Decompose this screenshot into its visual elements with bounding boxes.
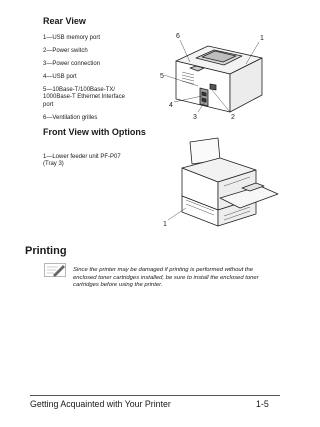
footer-divider bbox=[30, 395, 280, 396]
printing-heading: Printing bbox=[25, 245, 67, 257]
legend-item-1: 1—USB memory port bbox=[43, 35, 101, 41]
callout-6: 6 bbox=[176, 33, 180, 40]
rear-view-legend bbox=[43, 35, 153, 128]
legend-item-2: 2—Power switch bbox=[43, 47, 88, 54]
page-number: 1-5 bbox=[256, 399, 269, 409]
callout-1: 1 bbox=[260, 35, 264, 42]
rear-view-printer-illustration bbox=[160, 28, 280, 128]
legend-item-5: 5—10Base-T/100Base-TX/ 1000Base-T Ethernet Interface port bbox=[43, 86, 125, 108]
callout-4: 4 bbox=[169, 102, 173, 109]
footer-title: Getting Acquainted with Your Printer bbox=[30, 399, 171, 409]
front-view-heading: Front View with Options bbox=[43, 127, 146, 137]
rear-view-heading: Rear View bbox=[43, 16, 86, 26]
legend-item-front-1: 1—Lower feeder unit PF-P07 (Tray 3) bbox=[43, 153, 121, 168]
legend-item-3: 3—Power connection bbox=[43, 60, 101, 67]
front-view-legend bbox=[43, 146, 143, 182]
front-view-printer-illustration bbox=[160, 136, 280, 232]
legend-item-6: 6—Ventilation grilles bbox=[43, 114, 98, 121]
legend-item-4: 4—USB port bbox=[43, 73, 77, 80]
note-pencil-icon bbox=[44, 263, 66, 277]
callout-5: 5 bbox=[160, 73, 164, 80]
callout-3: 3 bbox=[193, 114, 197, 121]
front-callout-1: 1 bbox=[163, 221, 167, 228]
printing-note: Since the printer may be damaged if printing is performed without the enclosed toner cartridges installed, be sure to install the enclosed toner cartridges before using the printer. bbox=[73, 267, 259, 289]
callout-2: 2 bbox=[231, 114, 235, 121]
